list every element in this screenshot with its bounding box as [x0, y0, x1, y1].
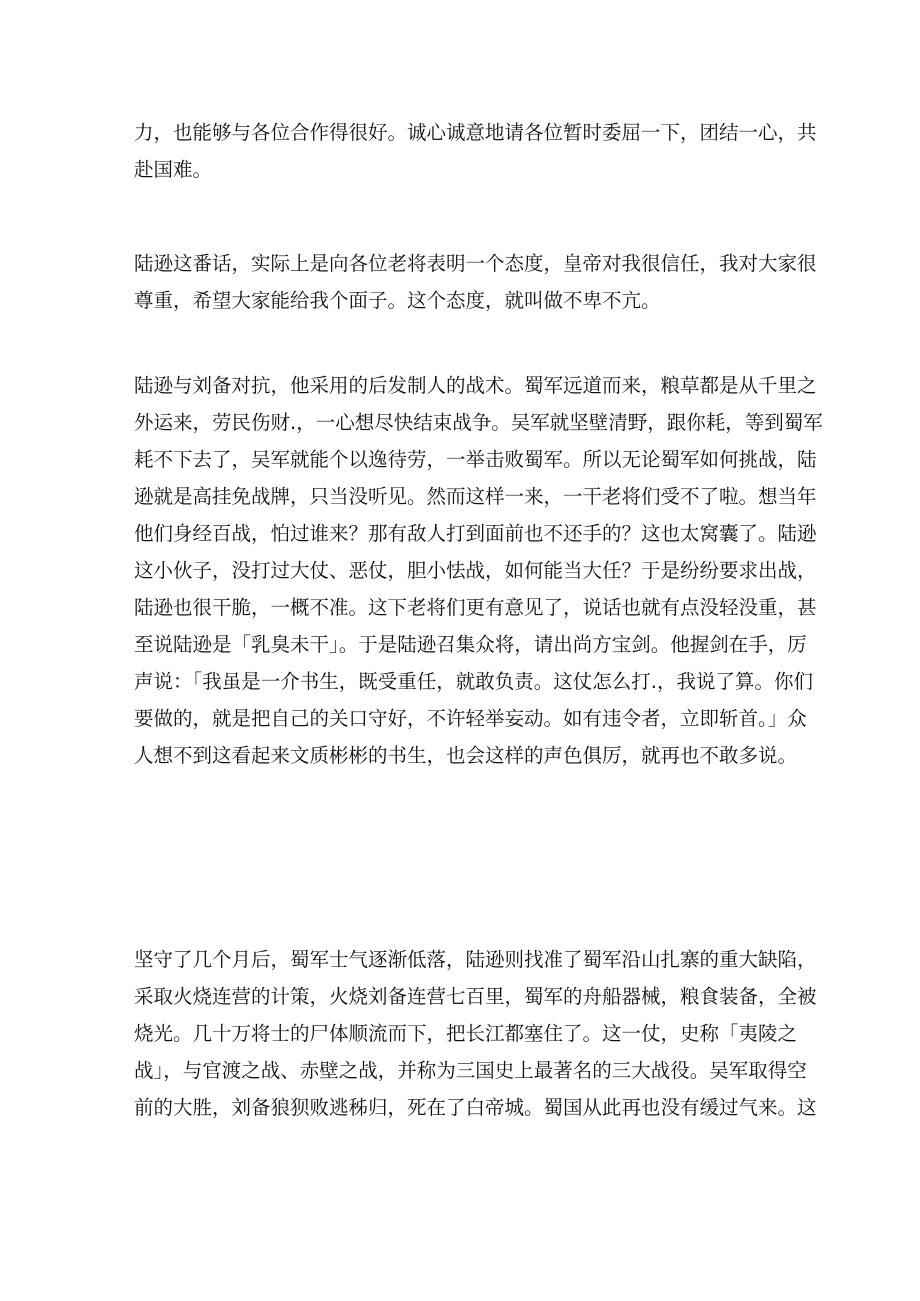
text-line: 陆逊与刘备对抗，他采用的后发制人的战术。蜀军远道而来，粮草都是从千里之 [134, 374, 817, 397]
text-line: 至说陆逊是「乳臭未干」。于是陆逊召集众将，请出尚方宝剑。他握剑在手，厉 [134, 633, 807, 656]
text-line: 陆逊这番话，实际上是向各位老将表明一个态度，皇帝对我很信任，我对大家很 [134, 252, 817, 275]
text-line: 力，也能够与各位合作得很好。诚心诚意地请各位暂时委屈一下，团结一心，共 [134, 121, 817, 144]
text-line: 外运来，劳民伤财.，一心想尽快结束战争。吴军就坚壁清野，跟你耗，等到蜀军 [134, 411, 823, 434]
text-line: 声说：「我虽是一介书生，既受重任，就敢负责。这仗怎么打.，我说了算。你们 [134, 670, 813, 693]
text-line: 坚守了几个月后，蜀军士气逐渐低落，陆逊则找准了蜀军沿山扎寨的重大缺陷， [134, 948, 817, 971]
text-line: 赴国难。 [134, 158, 213, 181]
text-line: 陆逊也很干脆，一概不准。这下老将们更有意见了，说话也就有点没轻没重，甚 [134, 596, 817, 619]
paragraph-1 [134, 114, 817, 188]
paragraph-3 [134, 367, 823, 774]
text-line: 耗不下去了，吴军就能个以逸待劳，一举击败蜀军。所以无论蜀军如何挑战，陆 [134, 448, 817, 471]
text-line: 尊重，希望大家能给我个面子。这个态度，就叫做不卑不亢。 [134, 289, 661, 312]
text-line: 要做的，就是把自己的关口守好，不许轻举妄动。如有违令者，立即斩首。」众 [134, 707, 807, 730]
text-line: 人想不到这看起来文质彬彬的书生，也会这样的声色俱厉，就再也不敢多说。 [134, 744, 798, 767]
paragraph-4 [134, 941, 817, 1126]
text-line: 战」，与官渡之战、赤壁之战，并称为三国史上最著名的三大战役。吴军取得空 [134, 1059, 807, 1082]
text-line: 烧光。几十万将士的尸体顺流而下，把长江都塞住了。这一仗，史称「夷陵之 [134, 1022, 798, 1045]
text-line: 逊就是高挂免战牌，只当没听见。然而这样一来，一干老将们受不了啦。想当年 [134, 485, 817, 508]
text-line: 他们身经百战，怕过谁来？那有敌人打到面前也不还手的？这也太窝囊了。陆逊 [134, 522, 817, 545]
text-line: 这小伙子，没打过大仗、恶仗，胆小怯战，如何能当大任？于是纷纷要求出战， [134, 559, 817, 582]
text-line: 采取火烧连营的计策，火烧刘备连营七百里，蜀军的舟船器械，粮食装备，全被 [134, 985, 817, 1008]
text-line: 前的大胜，刘备狼狈败逃秭归，死在了白帝城。蜀国从此再也没有缓过气来。这 [134, 1096, 817, 1119]
paragraph-2 [134, 245, 817, 319]
